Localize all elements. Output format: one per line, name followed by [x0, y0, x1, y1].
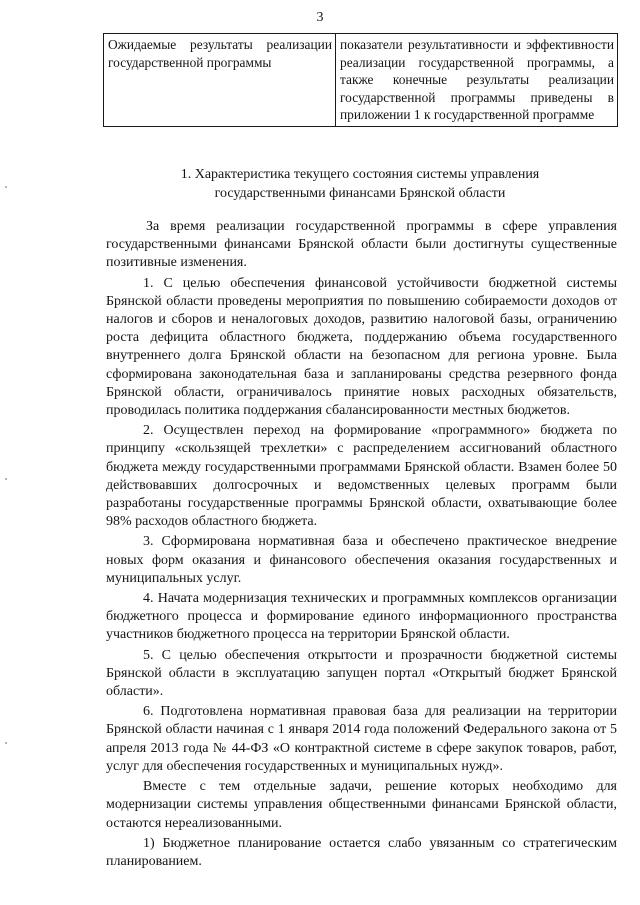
paragraph-unresolved: Вместе с тем отдельные задачи, решение которых необходимо для модернизации системы управления общественными финансами Брянской области, остаются нереализованными. — [106, 779, 617, 831]
section-title-line-1: 1. Характеристика текущего состояния системы управления — [180, 167, 540, 182]
paragraph-item-6: 6. Подготовлена нормативная правовая база для реализации на территории Брянской области начиная с 1 января 2014 года положений Федерального закона от 5 апреля 2013 года № 44-ФЗ «О контрактной системе в сфере закупок товаров, работ, услуг для обеспечения государственных и муниципальных нужд». — [106, 704, 617, 774]
table-row — [104, 34, 618, 127]
scan-mark — [5, 186, 7, 188]
body-text — [106, 218, 617, 873]
paragraph-subitem-1: 1) Бюджетное планирование остается слабо увязанным со стратегическим планированием. — [106, 835, 617, 869]
scan-mark — [5, 742, 7, 744]
paragraph-item-1: 1. С целью обеспечения финансовой устойчивости бюджетной системы Брянской области проведены мероприятия по повышению собираемости доходов от налогов и сборов и неналоговых доходов, развитию налоговой базы, ограничению роста дефицита областного бюджета, поддержанию объема государственного внутреннего долга Брянской области на безопасном для региона уровне. Была сформирована законодательная база и запланированы средства резервного фонда Брянской области, ограничивалось принятие новых расходных обязательств, проводилась политика поддержания сбалансированности местных бюджетов. — [106, 275, 617, 419]
page-number: 3 — [316, 10, 324, 25]
section-heading — [110, 165, 610, 203]
table-value-cell: показатели результативности и эффективности реализации государственной программы, а также конечные результаты реализации государственной программы приведены в приложении 1 к государственной программе — [336, 34, 618, 127]
table-label-cell: Ожидаемые результаты реализации государственной программы — [104, 34, 336, 127]
paragraph-item-5: 5. С целью обеспечения открытости и прозрачности бюджетной системы Брянской области в эксплуатацию запущен портал «Открытый бюджет Брянской области». — [106, 647, 617, 700]
scan-mark — [5, 478, 7, 480]
paragraph-item-4: 4. Начата модернизация технических и программных комплексов организации бюджетного процесса и формирование единого информационного пространства участников бюджетного процесса на территории Брянской области. — [106, 591, 617, 643]
paragraph-item-3: 3. Сформирована нормативная база и обеспечено практическое внедрение новых форм оказания и финансового обеспечения оказания государственных и муниципальных услуг. — [106, 534, 617, 586]
paragraph-item-2: 2. Осуществлен переход на формирование «программного» бюджета по принципу «скользящей трехлетки» с распределением ассигнований областного бюджета между государственными программами Брянской области. Взамен более 50 действовавших долгосрочных и ведомственных целевых программ были разработаны государственные программы Брянской области, охватывающие более 98% расходов областного бюджета. — [106, 423, 617, 530]
section-title-line-2: государственными финансами Брянской области — [214, 186, 506, 201]
results-table — [103, 33, 618, 127]
paragraph-intro: За время реализации государственной программы в сфере управления государственными финансами Брянской области были достигнуты существенные позитивные изменения. — [106, 219, 617, 271]
